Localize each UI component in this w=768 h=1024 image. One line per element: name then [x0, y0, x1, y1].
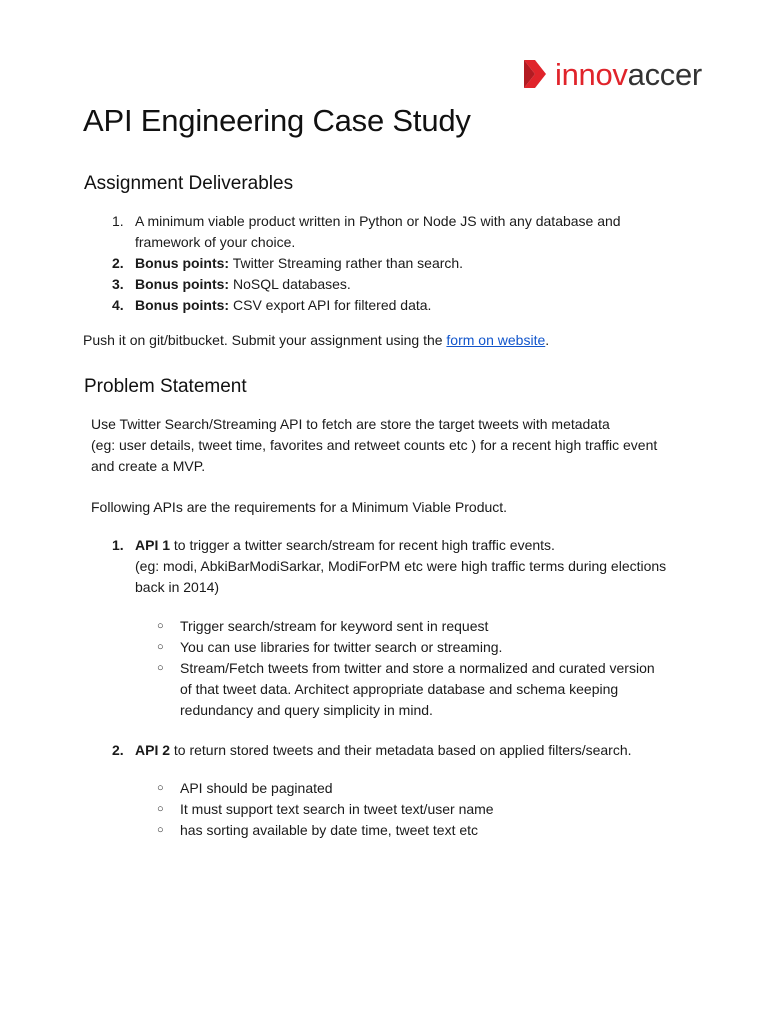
list-item: 1. A minimum viable product written in Python or Node JS with any database and framework of your choice.	[112, 213, 621, 250]
list-item: ○ You can use libraries for twitter search or streaming.	[157, 639, 503, 655]
list-item: ○ It must support text search in tweet text/user name	[157, 801, 494, 817]
list-item: 2. Bonus points: Twitter Streaming rather than search.	[112, 255, 464, 271]
problem-description: Use Twitter Search/Streaming API to fetch are store the target tweets with metadata (eg: user details, tweet time, favorites and retweet counts etc ) for a recent high traffic event and create a MVP.	[91, 416, 658, 474]
list-item: ○ has sorting available by date time, tweet text etc	[157, 822, 479, 838]
api-1-item: 1. API 1 to trigger a twitter search/stream for recent high traffic events. (eg: modi, AbkiBarModiSarkar, ModiForPM etc were high traffic terms during elections back in 2014)	[112, 537, 667, 595]
list-item: ○ API should be paginated	[157, 780, 333, 796]
list-item: 3. Bonus points: NoSQL databases.	[112, 276, 351, 292]
innovaccer-logo	[522, 58, 702, 90]
logo-wordmark: innovaccer	[555, 56, 702, 92]
requirements-intro: Following APIs are the requirements for a Minimum Viable Product.	[91, 499, 508, 515]
form-on-website-link[interactable]: form on website	[446, 332, 546, 348]
page-title: API Engineering Case Study	[83, 103, 471, 138]
api-2-item: 2. API 2 to return stored tweets and their metadata based on applied filters/search.	[112, 742, 632, 758]
list-item: ○ Stream/Fetch tweets from twitter and store a normalized and curated version of that tweet data. Architect appropriate database and schema keeping redundancy and query simplicity in mind.	[157, 660, 655, 718]
api-1-bullets	[83, 616, 703, 721]
submission-instructions: Push it on git/bitbucket. Submit your assignment using the form on website.	[83, 332, 550, 348]
api-2-bullets	[83, 778, 703, 841]
deliverables-heading: Assignment Deliverables	[84, 173, 294, 194]
list-item: 4. Bonus points: CSV export API for filtered data.	[112, 297, 432, 313]
list-item: ○ Trigger search/stream for keyword sent in request	[157, 618, 489, 634]
problem-heading: Problem Statement	[84, 376, 247, 397]
innovaccer-logo-icon	[522, 58, 548, 90]
deliverables-list	[83, 211, 703, 316]
